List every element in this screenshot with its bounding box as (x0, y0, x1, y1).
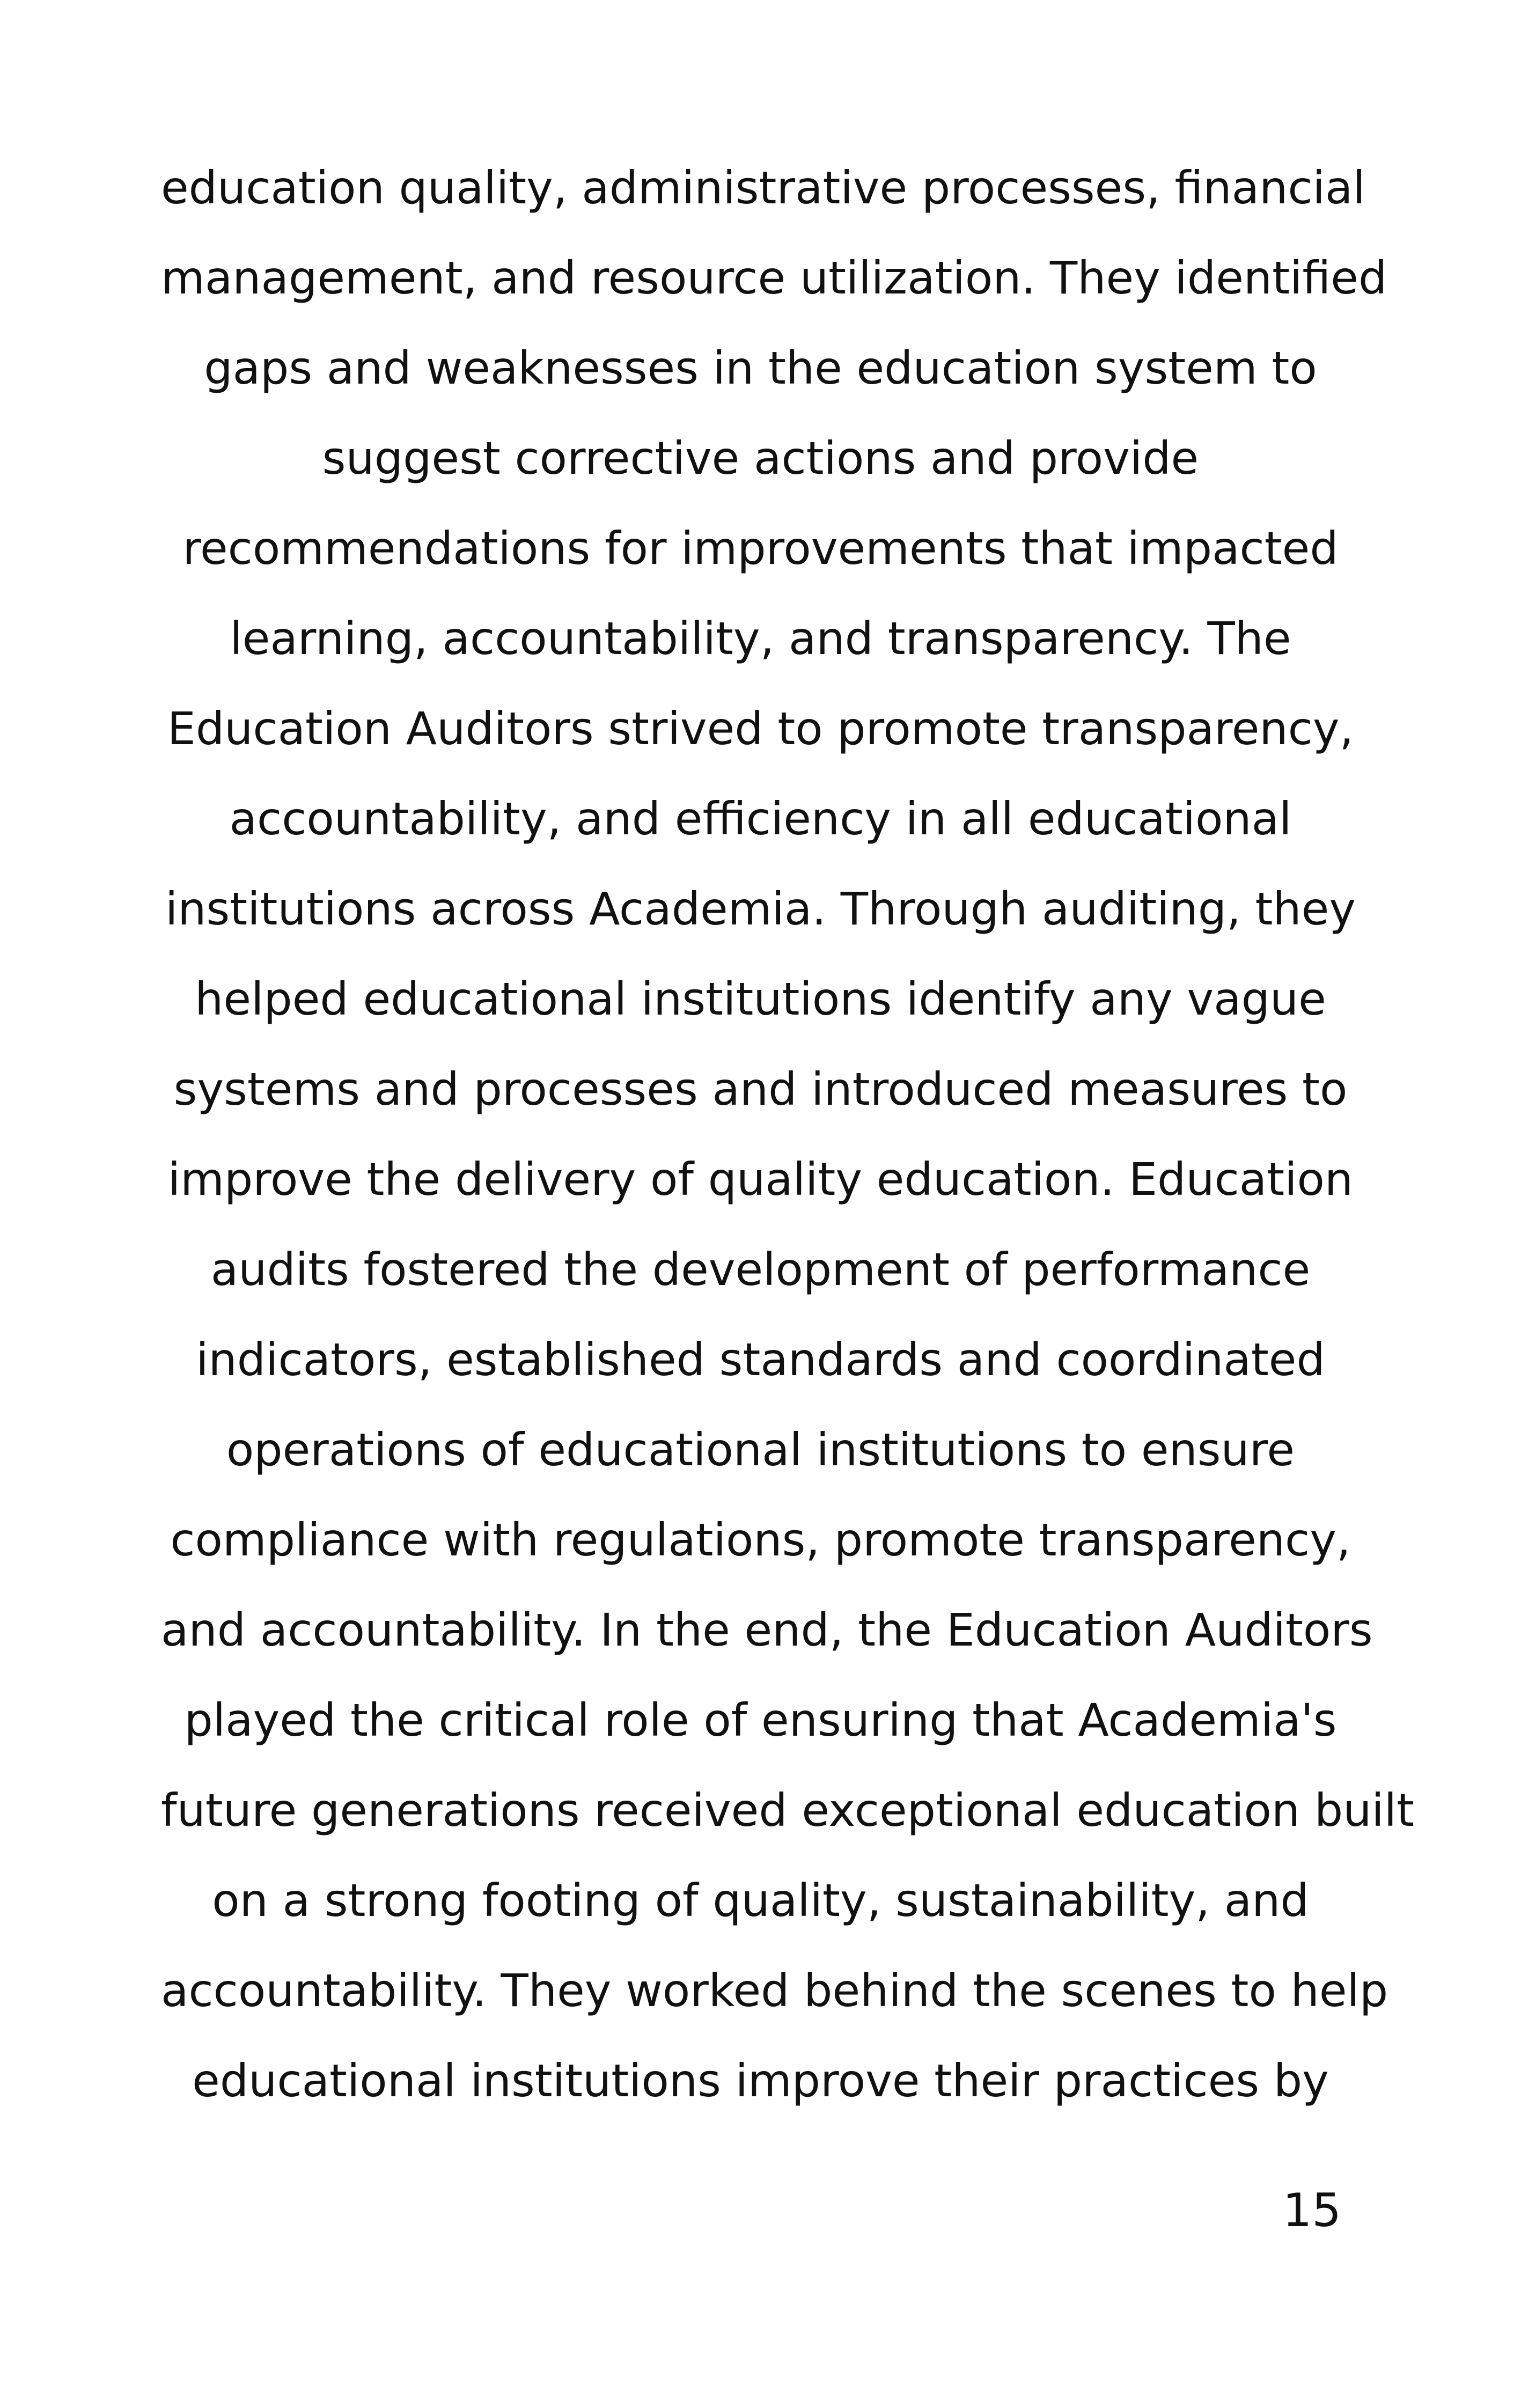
text-line: future generations received exceptional education built (161, 1784, 1415, 1837)
text-line: institutions across Academia. Through auditing, they (165, 883, 1356, 935)
text-line: recommendations for improvements that impacted (182, 522, 1339, 575)
text-line: played the critical role of ensuring that Academia's (184, 1694, 1337, 1746)
text-line: Education Auditors strived to promote transparency, (167, 702, 1354, 755)
text-line: and accountability. In the end, the Education Auditors (161, 1604, 1373, 1656)
text-line: accountability, and efficiency in all educational (229, 792, 1292, 845)
text-line: gaps and weaknesses in the education system to (204, 342, 1317, 394)
text-line: learning, accountability, and transparency. The (230, 612, 1291, 665)
text-line: operations of educational institutions to ensure (226, 1423, 1295, 1476)
text-line: suggest corrective actions and provide (322, 432, 1199, 484)
text-line: improve the delivery of quality education. Education (167, 1153, 1354, 1206)
text-line: helped educational institutions identify any vague (195, 973, 1326, 1025)
text-line: audits fostered the development of performance (210, 1243, 1311, 1296)
text-line: indicators, established standards and coordinated (196, 1333, 1325, 1386)
page-number: 15 (1282, 2184, 1341, 2237)
text-line: management, and resource utilization. They identified (161, 252, 1387, 304)
text-line: systems and processes and introduced measures to (173, 1063, 1348, 1115)
text-line: accountability. They worked behind the scenes to help (161, 1964, 1388, 2017)
text-line: compliance with regulations, promote transparency, (170, 1514, 1351, 1566)
text-line: education quality, administrative processes, financial (161, 161, 1365, 214)
text-line: on a strong footing of quality, sustainability, and (212, 1874, 1309, 1927)
text-line: educational institutions improve their practices by (192, 2054, 1329, 2107)
